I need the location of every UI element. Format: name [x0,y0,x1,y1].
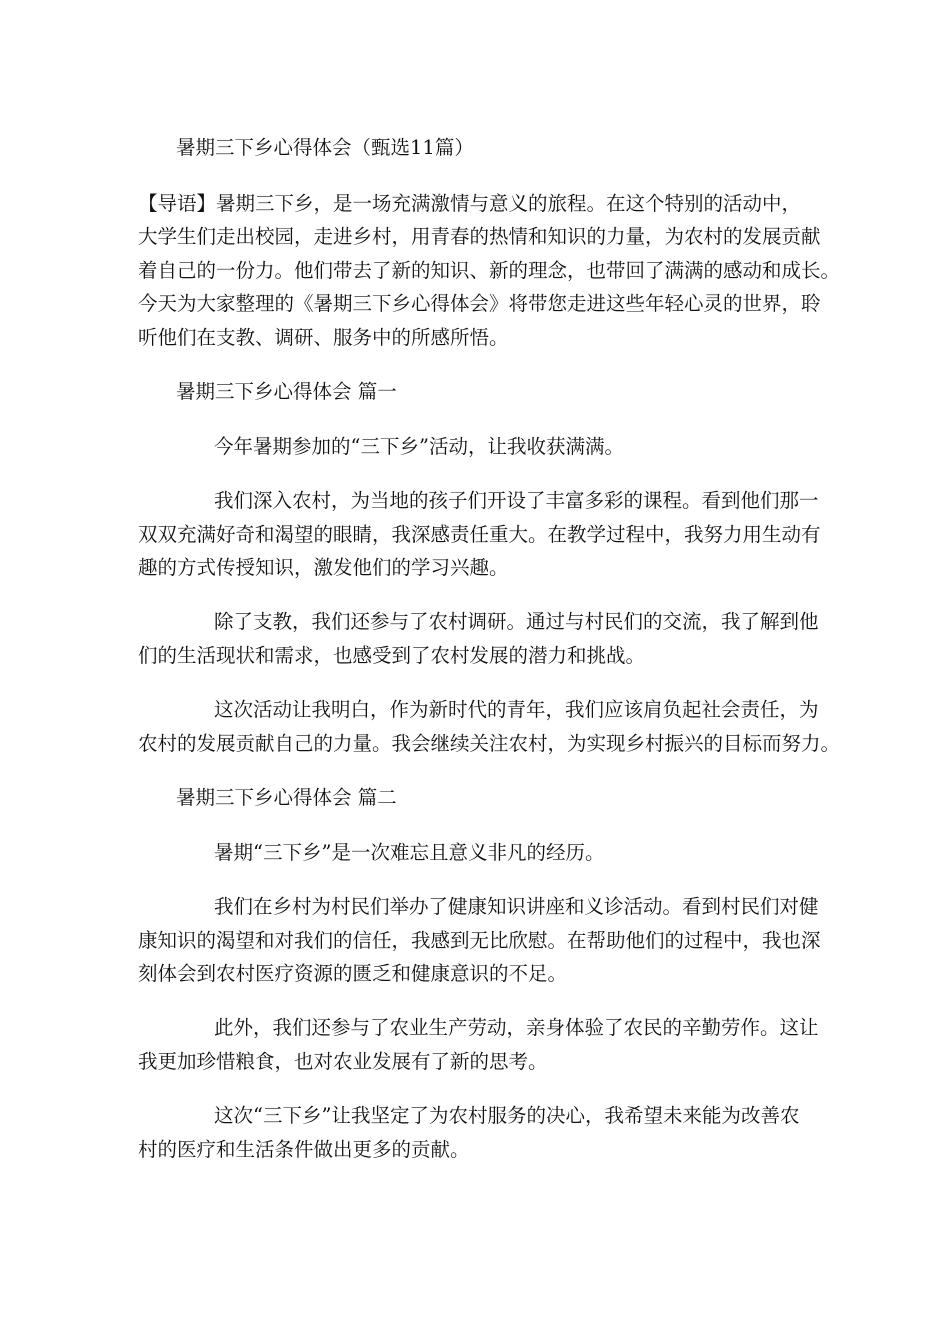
intro-line: 着自己的一份力。他们带去了新的知识、新的理念，也带回了满满的感动和成长。 [138,259,841,282]
paragraph-line: 我们在乡村为村民们举办了健康知识讲座和义诊活动。看到村民们对健 [214,895,819,918]
paragraph-line: 暑期“三下乡”是一次难忘且意义非凡的经历。 [214,841,605,864]
paragraph-line: 农村的发展贡献自己的力量。我会继续关注农村，为实现乡村振兴的目标而努力。 [138,732,841,755]
paragraph-line: 趣的方式传授知识，激发他们的学习兴趣。 [138,556,509,579]
paragraph-line: 此外，我们还参与了农业生产劳动，亲身体验了农民的辛勤劳作。这让 [214,1016,819,1039]
paragraph-line: 们的生活现状和需求，也感受到了农村发展的潜力和挑战。 [138,644,646,667]
paragraph-line: 双双充满好奇和渴望的眼睛，我深感责任重大。在教学过程中，我努力用生动有 [138,523,821,546]
paragraph-line: 我更加珍惜粮食，也对农业发展有了新的思考。 [138,1050,548,1073]
intro-line: 听他们在支教、调研、服务中的所感所悟。 [138,326,509,349]
paragraph-line: 刻体会到农村医疗资源的匮乏和健康意识的不足。 [138,962,568,985]
intro-line: 大学生们走出校园，走进乡村，用青春的热情和知识的力量，为农村的发展贡献 [138,225,821,248]
section-heading: 暑期三下乡心得体会 篇一 [176,380,397,403]
section-heading: 暑期三下乡心得体会 篇二 [176,786,397,809]
intro-line: 今天为大家整理的《暑期三下乡心得体会》将带您走进这些年轻心灵的世界，聆 [138,292,821,315]
paragraph-line: 这次活动让我明白，作为新时代的青年，我们应该肩负起社会责任，为 [214,698,819,721]
document-title: 暑期三下乡心得体会（甄选11篇） [176,136,474,159]
intro-line: 【导语】暑期三下乡，是一场充满激情与意义的旅程。在这个特别的活动中， [138,192,802,215]
paragraph-line: 这次“三下乡”让我坚定了为农村服务的决心，我希望未来能为改善农 [214,1104,800,1127]
paragraph-line: 除了支教，我们还参与了农村调研。通过与村民们的交流，我了解到他 [214,610,819,633]
paragraph-line: 我们深入农村，为当地的孩子们开设了丰富多彩的课程。看到他们那一 [214,489,819,512]
paragraph-line: 村的医疗和生活条件做出更多的贡献。 [138,1138,470,1161]
paragraph-line: 康知识的渴望和对我们的信任，我感到无比欣慰。在帮助他们的过程中，我也深 [138,929,821,952]
paragraph-line: 今年暑期参加的“三下乡”活动，让我收获满满。 [214,435,624,458]
